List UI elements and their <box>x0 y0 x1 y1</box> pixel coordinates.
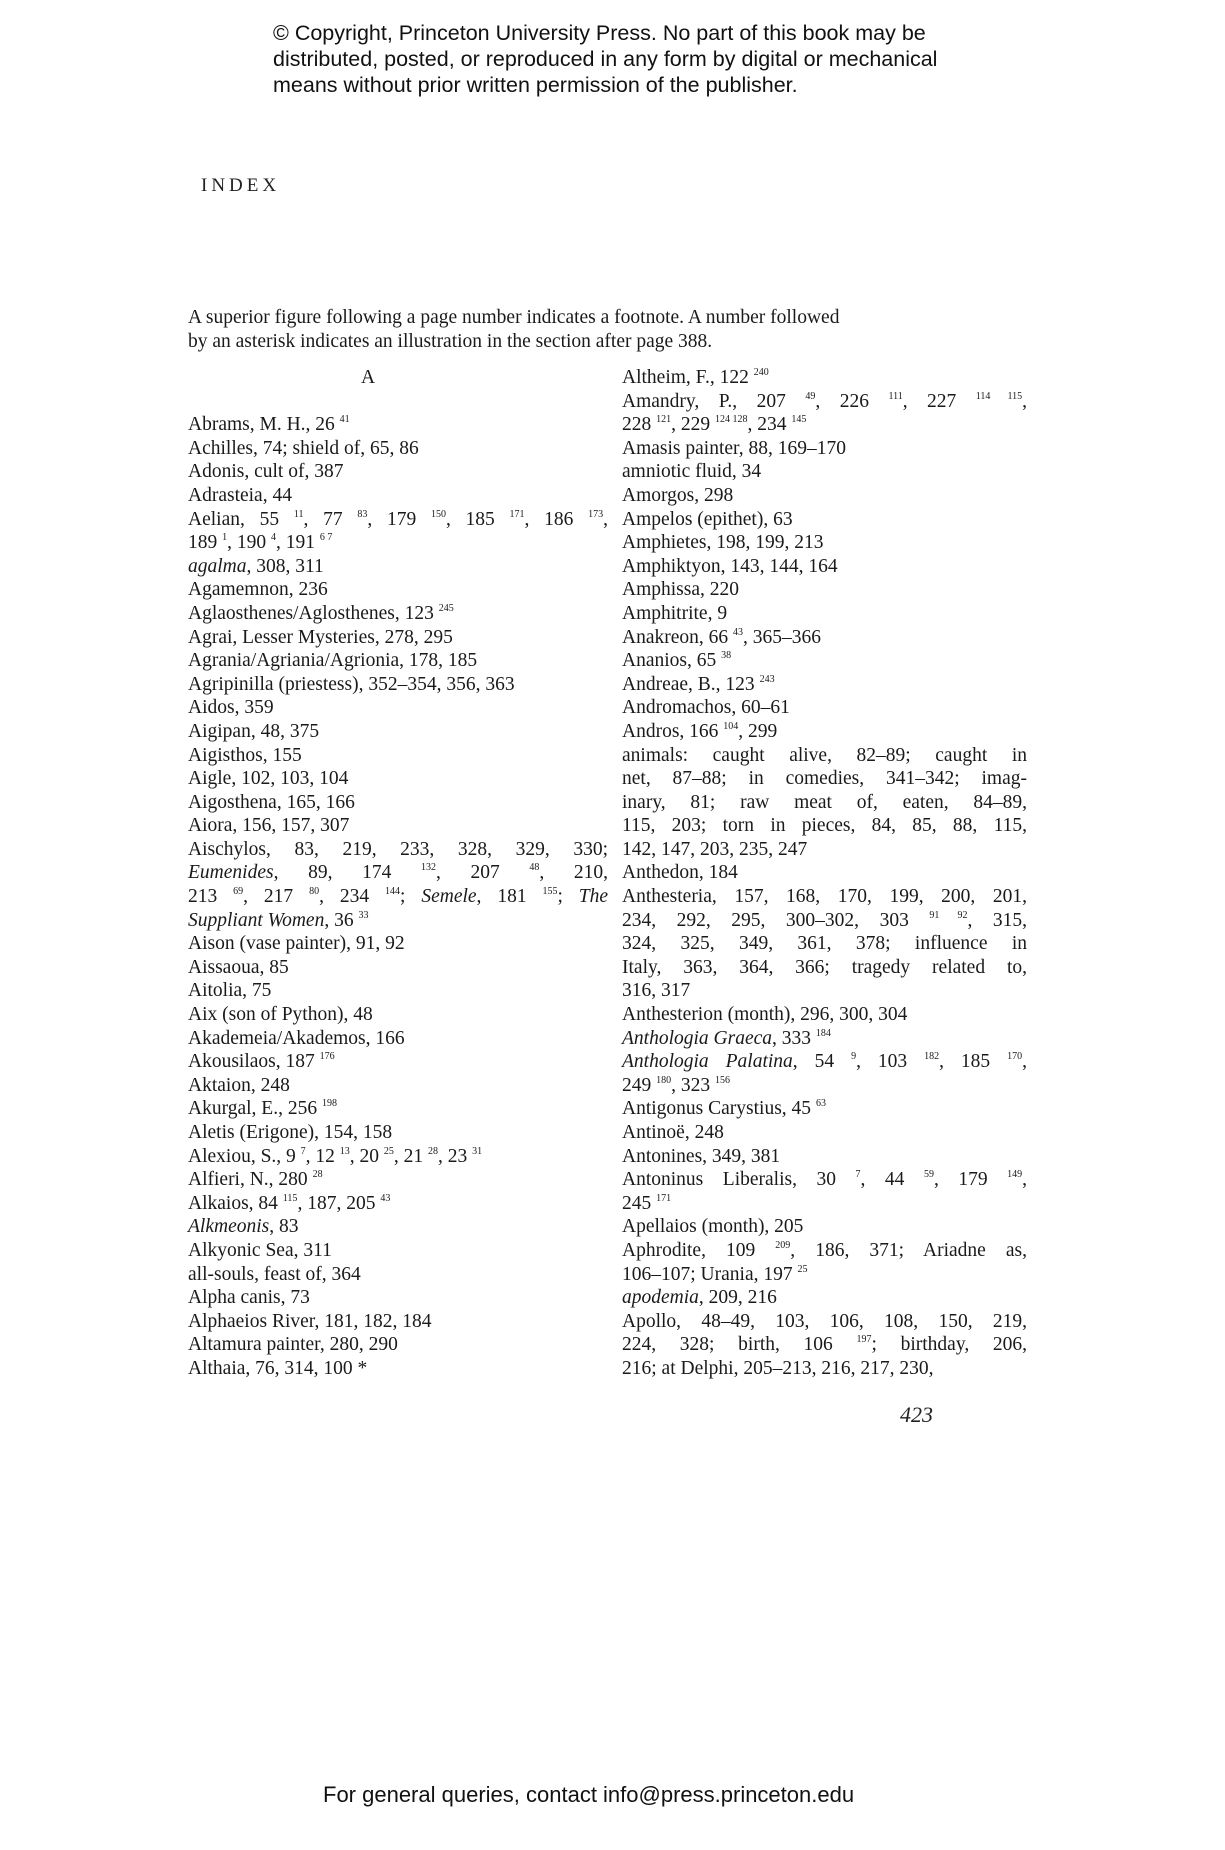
index-entry <box>622 578 1027 602</box>
index-entry <box>188 1263 608 1287</box>
index-entry <box>188 1192 608 1216</box>
index-entry-line: Amphissa, 220 <box>622 579 739 601</box>
index-entry <box>188 744 608 768</box>
index-entry <box>622 696 1027 720</box>
index-entry <box>622 649 1027 673</box>
index-entry-line: Alexiou, S., 9 $^7$, 12 $^{13}$, 20 $^{25}$, 21 $^{28}$, 23 $^{31}$ <box>188 1145 483 1167</box>
index-entry-line: Agamemnon, 236 <box>188 579 328 601</box>
index-entry-line: net, 87–88; in comedies, 341–342; imag- <box>622 768 1027 790</box>
index-entry <box>188 1357 608 1381</box>
index-entry-line: Aix (son of Python), 48 <box>188 1004 373 1026</box>
index-entry-line: Apellaios (month), 205 <box>622 1216 804 1238</box>
index-entry-line: Alphaeios River, 181, 182, 184 <box>188 1310 432 1332</box>
index-entry-line: amniotic fluid, 34 <box>622 461 762 483</box>
index-entry-line: Amphiktyon, 143, 144, 164 <box>622 555 838 577</box>
index-entry-line: apodemia, 209, 216 <box>622 1287 777 1309</box>
index-entry <box>622 626 1027 650</box>
index-entry <box>622 390 1027 437</box>
index-entry <box>188 1027 608 1051</box>
index-entry-line: Antoninus Liberalis, 30 $^7$, 44 $^{59}$, 179 $^{149}$, <box>622 1169 1028 1191</box>
index-entry-line: Antigonus Carystius, 45 $^{63}$ <box>622 1098 826 1120</box>
index-entry-line: 324, 325, 349, 361, 378; influence in <box>622 933 1027 955</box>
index-entry <box>622 1168 1027 1215</box>
index-entry-line: Amphitrite, 9 <box>622 602 728 624</box>
index-entry <box>188 673 608 697</box>
index-entry-line: Alfieri, N., 280 $^{28}$ <box>188 1169 323 1191</box>
index-entry <box>188 979 608 1003</box>
index-entry-line: 228 $^{121}$, 229 $^{124 128}$, 234 $^{145}$ <box>622 414 807 436</box>
index-entry <box>188 626 608 650</box>
index-entry <box>188 508 608 555</box>
index-entry-line: Aigosthena, 165, 166 <box>188 791 355 813</box>
index-entry-line: Antonines, 349, 381 <box>622 1145 781 1167</box>
index-entry <box>622 366 1027 390</box>
index-entry-line: 249 $^{180}$, 323 $^{156}$ <box>622 1074 730 1096</box>
index-entry <box>622 1145 1027 1169</box>
copyright-line: distributed, posted, or reproduced in any form by digital or mechanical <box>273 47 938 71</box>
index-entry-line: Akousilaos, 187 $^{176}$ <box>188 1051 335 1073</box>
page-title: INDEX <box>201 175 281 196</box>
index-entry <box>188 767 608 791</box>
index-entry <box>622 744 1027 862</box>
index-entry-line: all-souls, feast of, 364 <box>188 1263 361 1285</box>
index-entry <box>188 1310 608 1334</box>
index-entry-line: 213 $^{69}$, 217 $^{80}$, 234 $^{144}$; Semele, 181 $^{155}$; The <box>188 886 609 908</box>
index-entry <box>188 1050 608 1074</box>
index-entry-line: Aglaosthenes/Aglosthenes, 123 $^{245}$ <box>188 602 454 624</box>
index-entry-line: Anthesteria, 157, 168, 170, 199, 200, 201, <box>622 886 1027 908</box>
index-entry <box>188 1097 608 1121</box>
index-entry-line: Anthologia Palatina, 54 $^9$, 103 $^{182}$, 185 $^{170}$, <box>622 1051 1027 1073</box>
section-letter: A <box>360 367 376 388</box>
index-entry-line: Alpha canis, 73 <box>188 1287 310 1309</box>
index-entry-line: Anakreon, 66 $^{43}$, 365–366 <box>622 626 822 648</box>
index-entry-line: Aidos, 359 <box>188 697 274 719</box>
index-entry-line: Aktaion, 248 <box>188 1074 290 1096</box>
index-entry <box>188 1121 608 1145</box>
footer-contact: For general queries, contact info@press.princeton.edu <box>323 1782 855 1807</box>
index-entry-line: Anthesterion (month), 296, 300, 304 <box>622 1004 908 1026</box>
index-entry <box>622 1239 1027 1286</box>
index-entry <box>188 484 608 508</box>
intro-line: A superior figure following a page number indicates a footnote. A number followed <box>188 307 840 328</box>
index-entry <box>188 838 608 932</box>
index-entry-line: Achilles, 74; shield of, 65, 86 <box>188 437 419 459</box>
index-entry <box>188 1074 608 1098</box>
index-entry-line: Altamura painter, 280, 290 <box>188 1334 398 1356</box>
index-entry-line: Amorgos, 298 <box>622 484 734 506</box>
copyright-line: means without prior written permission of the publisher. <box>273 73 798 97</box>
index-entry-line: Aison (vase painter), 91, 92 <box>188 933 405 955</box>
index-entry-line: Apollo, 48–49, 103, 106, 108, 150, 219, <box>622 1310 1027 1332</box>
index-entry <box>188 1145 608 1169</box>
index-entry-line: Aletis (Erigone), 154, 158 <box>188 1122 393 1143</box>
index-column-right <box>622 366 1027 1381</box>
index-entry-line: Althaia, 76, 314, 100 * <box>188 1357 368 1379</box>
index-entry-line: Aigle, 102, 103, 104 <box>188 768 349 790</box>
index-entry-line: Adonis, cult of, 387 <box>188 461 344 483</box>
index-entry-line: 316, 317 <box>622 980 691 1002</box>
index-entry-line: Amphietes, 198, 199, 213 <box>622 532 824 554</box>
index-entry <box>622 1097 1027 1121</box>
index-entry <box>622 861 1027 885</box>
index-entry <box>622 1215 1027 1239</box>
index-entry <box>188 555 608 579</box>
index-entry <box>188 932 608 956</box>
index-entry-line: 216; at Delphi, 205–213, 216, 217, 230, <box>622 1357 934 1379</box>
index-entry <box>622 1121 1027 1145</box>
index-entry <box>188 814 608 838</box>
index-entry-line: Agrai, Lesser Mysteries, 278, 295 <box>188 626 453 648</box>
right-entries <box>622 366 1027 1381</box>
index-entry-line: Alkaios, 84 $^{115}$, 187, 205 $^{43}$ <box>188 1192 391 1214</box>
index-entry-line: Aigipan, 48, 375 <box>188 720 320 742</box>
index-entry <box>622 508 1027 532</box>
index-entry-line: Akurgal, E., 256 $^{198}$ <box>188 1098 337 1120</box>
intro-line: by an asterisk indicates an illustration in the section after page 388. <box>188 331 713 352</box>
index-entry <box>188 437 608 461</box>
index-entry-line: animals: caught alive, 82–89; caught in <box>622 744 1027 766</box>
index-entry <box>622 885 1027 1003</box>
index-entry <box>622 1286 1027 1310</box>
index-entry <box>188 460 608 484</box>
index-entry <box>188 578 608 602</box>
index-entry <box>188 649 608 673</box>
copyright-line: © Copyright, Princeton University Press. No part of this book may be <box>273 21 926 45</box>
index-entry <box>622 437 1027 461</box>
index-entry-line: 115, 203; torn in pieces, 84, 85, 88, 115, <box>622 815 1027 837</box>
index-entry <box>622 484 1027 508</box>
index-entry <box>188 1333 608 1357</box>
index-entry <box>188 602 608 626</box>
index-entry <box>622 555 1027 579</box>
index-entry-line: Adrasteia, 44 <box>188 484 292 506</box>
index-entry-line: Aissaoua, 85 <box>188 956 289 978</box>
index-entry-line: Aischylos, 83, 219, 233, 328, 329, 330; <box>188 838 608 860</box>
index-entry <box>622 673 1027 697</box>
index-entry-line: Andreae, B., 123 $^{243}$ <box>622 673 775 695</box>
index-entry-line: Ananios, 65 $^{38}$ <box>622 650 732 672</box>
index-entry <box>188 1239 608 1263</box>
index-entry-line: agalma, 308, 311 <box>188 555 324 577</box>
index-entry-line: Ampelos (epithet), 63 <box>622 508 793 530</box>
index-entry-line: Aiora, 156, 157, 307 <box>188 815 350 837</box>
index-entry <box>188 696 608 720</box>
index-entry-line: Anthedon, 184 <box>622 862 738 884</box>
index-entry-line: Aelian, 55 $^{11}$, 77 $^{83}$, 179 $^{150}$, 185 $^{171}$, 186 $^{173}$, <box>188 508 609 530</box>
index-entry-line: Suppliant Women, 36 $^{33}$ <box>188 909 369 931</box>
page-number: 423 <box>900 1402 933 1427</box>
index-entry <box>188 720 608 744</box>
index-entry-line: Alkyonic Sea, 311 <box>188 1239 332 1261</box>
index-entry-line: Eumenides, 89, 174 $^{132}$, 207 $^{48}$, 210, <box>188 862 609 884</box>
index-intro <box>188 306 1028 354</box>
index-entry-line: Altheim, F., 122 $^{240}$ <box>622 367 769 388</box>
index-entry-line: Antinoë, 248 <box>622 1122 724 1143</box>
index-entry-line: Agripinilla (priestess), 352–354, 356, 363 <box>188 673 515 695</box>
index-entry-line: Amandry, P., 207 $^{49}$, 226 $^{111}$, 227 $^{114 115}$, <box>622 390 1028 412</box>
index-entry <box>188 1003 608 1027</box>
index-entry <box>188 1286 608 1310</box>
index-entry-line: Anthologia Graeca, 333 $^{184}$ <box>622 1027 831 1049</box>
index-entry <box>188 413 608 437</box>
index-entry-line: 106–107; Urania, 197 $^{25}$ <box>622 1263 808 1285</box>
index-entry <box>188 956 608 980</box>
index-entry-line: Aigisthos, 155 <box>188 744 302 766</box>
index-entry <box>188 791 608 815</box>
index-entry-line: Italy, 363, 364, 366; tragedy related to, <box>622 956 1027 978</box>
index-entry-line: inary, 81; raw meat of, eaten, 84–89, <box>622 791 1027 813</box>
left-entries <box>188 413 608 1380</box>
index-entry <box>622 1310 1027 1381</box>
index-entry <box>622 531 1027 555</box>
index-entry-line: Alkmeonis, 83 <box>188 1216 299 1238</box>
index-entry-line: 142, 147, 203, 235, 247 <box>622 838 808 860</box>
index-entry <box>622 1003 1027 1027</box>
copyright-notice <box>273 20 1033 98</box>
index-entry <box>188 1215 608 1239</box>
index-entry <box>622 720 1027 744</box>
index-entry-line: 245 $^{171}$ <box>622 1192 672 1214</box>
index-entry-line: Amasis painter, 88, 169–170 <box>622 437 846 459</box>
index-column-left <box>188 366 608 1381</box>
index-entry-line: Andros, 166 $^{104}$, 299 <box>622 720 778 742</box>
index-entry-line: Akademeia/Akademos, 166 <box>188 1027 405 1049</box>
index-entry-line: Abrams, M. H., 26 $^{41}$ <box>188 414 350 436</box>
index-entry-line: 189 $^1$, 190 $^4$, 191 $^{6 7}$ <box>188 532 333 554</box>
index-entry-line: Agrania/Agriania/Agrionia, 178, 185 <box>188 650 478 672</box>
index-entry-line: 234, 292, 295, 300–302, 303 $^{91 92}$, 315, <box>622 909 1028 931</box>
index-entry <box>622 1050 1027 1097</box>
index-entry-line: Aphrodite, 109 $^{209}$, 186, 371; Ariadne as, <box>622 1239 1027 1261</box>
index-entry <box>622 602 1027 626</box>
index-entry <box>188 1168 608 1192</box>
index-entry <box>622 460 1027 484</box>
index-entry-line: Andromachos, 60–61 <box>622 697 790 719</box>
index-entry <box>622 1027 1027 1051</box>
index-entry-line: 224, 328; birth, 106 $^{197}$; birthday, 206, <box>622 1334 1028 1356</box>
index-entry-line: Aitolia, 75 <box>188 980 272 1002</box>
